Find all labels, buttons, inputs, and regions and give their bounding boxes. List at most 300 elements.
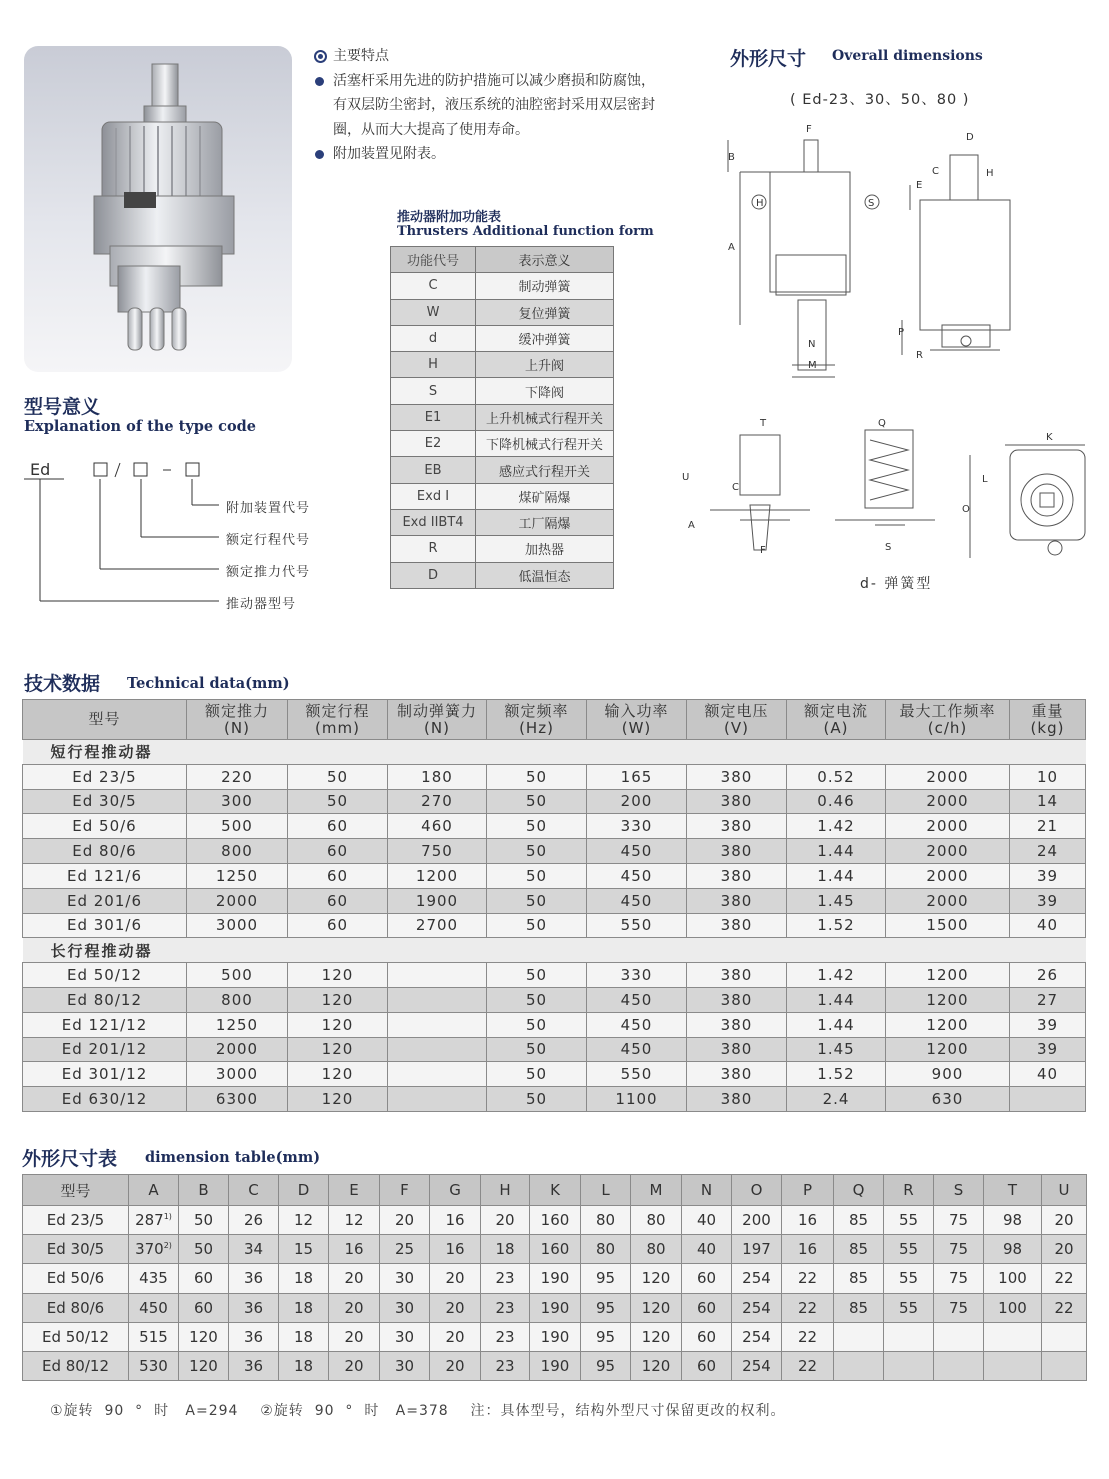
dim-table-cell bbox=[631, 1293, 682, 1322]
tech-table-cell: 380 bbox=[687, 863, 787, 888]
func-table-cell: 低温恒态 bbox=[476, 562, 614, 588]
tech-table-cell: Ed 121/12 bbox=[23, 1012, 187, 1037]
dim-table-cell bbox=[530, 1206, 581, 1235]
dim-table-cell bbox=[430, 1264, 481, 1293]
dim-table-cell bbox=[329, 1264, 380, 1293]
dim-cell-value: 80 bbox=[646, 1211, 666, 1230]
dim-table-cell bbox=[129, 1351, 179, 1380]
dim-cell-value: 18 bbox=[293, 1357, 314, 1376]
dim-cell-value: 80 bbox=[646, 1240, 666, 1259]
dim-cell-value: Ed 50/12 bbox=[42, 1327, 109, 1346]
dim-table-cell bbox=[329, 1206, 380, 1235]
func-header-cell: 表示意义 bbox=[476, 247, 614, 273]
dim-table-cell bbox=[129, 1235, 179, 1264]
tech-table-cell: 380 bbox=[687, 814, 787, 839]
tech-header-label: 额定电压 bbox=[704, 701, 769, 720]
dim-cell-value: 18 bbox=[293, 1269, 314, 1288]
tech-table-cell: 50 bbox=[487, 963, 587, 988]
tech-table-cell bbox=[388, 987, 487, 1012]
dim-header-cell: B bbox=[179, 1175, 229, 1206]
tech-table-cell: 1.52 bbox=[787, 913, 886, 938]
tech-table-row bbox=[23, 963, 1086, 988]
dim-cell-value: 254 bbox=[742, 1327, 771, 1346]
features-list bbox=[313, 44, 713, 167]
dim-cell-value: 20 bbox=[445, 1298, 465, 1317]
tech-header-label: 型号 bbox=[88, 710, 121, 728]
additional-function-table bbox=[390, 246, 614, 589]
dim-cell-value: 36 bbox=[243, 1269, 264, 1288]
tech-table-cell: 10 bbox=[1010, 764, 1086, 789]
tech-table-cell: 450 bbox=[587, 1012, 687, 1037]
dimension-letter: H bbox=[986, 168, 994, 179]
tech-table-row bbox=[23, 913, 1086, 938]
tech-table-cell: Ed 80/6 bbox=[23, 839, 187, 864]
dim-table-cell bbox=[23, 1351, 129, 1380]
dim-table-cell bbox=[782, 1293, 834, 1322]
dim-table-cell bbox=[279, 1322, 329, 1351]
dim-cell-value: 20 bbox=[445, 1357, 465, 1376]
dim-header-cell: G bbox=[430, 1175, 481, 1206]
dim-table-cell bbox=[530, 1351, 581, 1380]
dim-table-cell bbox=[1042, 1235, 1087, 1264]
dim-cell-value: 26 bbox=[243, 1211, 264, 1230]
dim-header-cell: P bbox=[782, 1175, 834, 1206]
tech-table-cell: 1.42 bbox=[787, 814, 886, 839]
dim-cell-value: 287 bbox=[135, 1211, 164, 1230]
func-table-cell: 缓冲弹簧 bbox=[476, 325, 614, 351]
dim-cell-value: 120 bbox=[189, 1327, 218, 1346]
tech-table-cell: 2000 bbox=[886, 764, 1010, 789]
tech-table-cell: 180 bbox=[388, 764, 487, 789]
dim-cell-value: 20 bbox=[344, 1269, 364, 1288]
overall-dimensions-models: ( Ed-23、30、50、80 ) bbox=[790, 92, 970, 108]
tech-header-cell bbox=[388, 700, 487, 740]
tech-table-cell: 800 bbox=[187, 987, 288, 1012]
dim-table-cell bbox=[984, 1322, 1042, 1351]
dim-cell-value: 20 bbox=[1054, 1240, 1074, 1259]
product-photo bbox=[24, 46, 292, 372]
tech-table-cell: 2000 bbox=[886, 888, 1010, 913]
dim-table-cell bbox=[581, 1235, 631, 1264]
dimension-letter: F bbox=[806, 124, 812, 135]
dim-table-cell bbox=[581, 1351, 631, 1380]
dim-cell-value: 95 bbox=[595, 1269, 616, 1288]
dim-cell-value: 55 bbox=[898, 1298, 919, 1317]
tech-table-cell: 2000 bbox=[886, 863, 1010, 888]
dimension-letter: K bbox=[1046, 432, 1053, 443]
tech-table-cell: 50 bbox=[288, 764, 388, 789]
dim-header-cell: M bbox=[631, 1175, 682, 1206]
tech-table-row bbox=[23, 1087, 1086, 1112]
dim-header-cell: H bbox=[481, 1175, 530, 1206]
dim-cell-value: 80 bbox=[595, 1240, 616, 1259]
dim-cell-value: 36 bbox=[243, 1298, 264, 1317]
func-table-cell: E1 bbox=[391, 404, 476, 430]
tech-table-cell: 50 bbox=[487, 913, 587, 938]
dimension-letter: N bbox=[808, 339, 816, 350]
dim-cell-value: 60 bbox=[696, 1327, 717, 1346]
tech-header-cell bbox=[288, 700, 388, 740]
dim-table-cell bbox=[1042, 1293, 1087, 1322]
func-table-cell: C bbox=[391, 273, 476, 299]
dim-cell-value: 50 bbox=[193, 1211, 214, 1230]
func-table-cell: D bbox=[391, 562, 476, 588]
tech-table-cell: 1.44 bbox=[787, 1012, 886, 1037]
tech-table-cell: 120 bbox=[288, 1087, 388, 1112]
dim-table-cell bbox=[884, 1206, 934, 1235]
dim-table-cell bbox=[380, 1206, 430, 1235]
dim-table-cell bbox=[1042, 1264, 1087, 1293]
dim-cell-value: 20 bbox=[344, 1298, 364, 1317]
tech-group-label: 长行程推动器 bbox=[23, 938, 1086, 963]
tech-table-cell: 1250 bbox=[187, 863, 288, 888]
dim-table-cell bbox=[1042, 1322, 1087, 1351]
dim-cell-value: 98 bbox=[1002, 1211, 1023, 1230]
func-table-cell: S bbox=[391, 378, 476, 404]
dim-table-cell bbox=[732, 1351, 782, 1380]
dim-cell-value: 40 bbox=[696, 1211, 717, 1230]
dim-table-cell bbox=[732, 1235, 782, 1264]
tech-table-cell: 380 bbox=[687, 789, 787, 814]
dim-table-cell bbox=[481, 1293, 530, 1322]
dim-table-cell bbox=[129, 1206, 179, 1235]
dim-cell-value: 30 bbox=[394, 1357, 415, 1376]
func-table-row bbox=[391, 431, 614, 457]
type-code-label: 额定推力代号 bbox=[226, 565, 311, 580]
tech-table-cell: 2000 bbox=[886, 839, 1010, 864]
tech-table-cell: 800 bbox=[187, 839, 288, 864]
dim-table-cell bbox=[229, 1235, 279, 1264]
tech-header-cell bbox=[787, 700, 886, 740]
dim-table-row bbox=[23, 1235, 1087, 1264]
tech-table-cell: 0.52 bbox=[787, 764, 886, 789]
dim-header-cell: N bbox=[682, 1175, 732, 1206]
dim-cell-value: 80 bbox=[595, 1211, 616, 1230]
func-table-cell: 下降阀 bbox=[476, 378, 614, 404]
feature-item: 有双层防尘密封，液压系统的油腔密封采用双层密封 bbox=[333, 97, 655, 113]
tech-header-label: 重量 bbox=[1031, 701, 1064, 720]
tech-table-cell: 630 bbox=[886, 1087, 1010, 1112]
dim-cell-value: 120 bbox=[641, 1298, 671, 1317]
dim-table-cell bbox=[732, 1322, 782, 1351]
dimension-letter: C bbox=[932, 166, 939, 177]
dim-table-cell bbox=[430, 1322, 481, 1351]
dimension-letter: P bbox=[898, 327, 905, 338]
tech-header-unit: (A) bbox=[823, 718, 849, 737]
tech-table-row bbox=[23, 789, 1086, 814]
func-table-title-en: Thrusters Additional function form bbox=[397, 224, 654, 239]
tech-header-label: 额定电流 bbox=[803, 701, 868, 720]
dimension-letter: S bbox=[885, 542, 892, 553]
tech-header-label: 制动弹簧力 bbox=[396, 701, 477, 720]
func-table-cell: 感应式行程开关 bbox=[476, 457, 614, 483]
footnote-mark: 1) bbox=[163, 1212, 172, 1222]
dim-table-cell bbox=[934, 1293, 984, 1322]
tech-table-cell: 3000 bbox=[187, 913, 288, 938]
dim-cell-value: 20 bbox=[445, 1327, 465, 1346]
dim-cell-value: 190 bbox=[540, 1327, 570, 1346]
tech-table-row bbox=[23, 863, 1086, 888]
dim-table-cell bbox=[1042, 1351, 1087, 1380]
dim-table-cell bbox=[129, 1322, 179, 1351]
tech-table-cell: 1.42 bbox=[787, 963, 886, 988]
dim-cell-value: 22 bbox=[797, 1357, 818, 1376]
dim-table-cell bbox=[732, 1206, 782, 1235]
dim-table-cell bbox=[884, 1264, 934, 1293]
dim-table-row bbox=[23, 1351, 1087, 1380]
dim-table-cell bbox=[782, 1264, 834, 1293]
dim-table-cell bbox=[530, 1322, 581, 1351]
tech-table-cell: 380 bbox=[687, 1087, 787, 1112]
tech-header-unit: (N) bbox=[224, 718, 250, 737]
dim-table-cell bbox=[984, 1264, 1042, 1293]
tech-table-cell bbox=[388, 1062, 487, 1087]
tech-table-cell: 380 bbox=[687, 963, 787, 988]
tech-table-cell: Ed 50/6 bbox=[23, 814, 187, 839]
dim-cell-value: 95 bbox=[595, 1327, 616, 1346]
dimension-table bbox=[22, 1174, 1087, 1381]
tech-table-row bbox=[23, 814, 1086, 839]
tech-table-cell: 39 bbox=[1010, 1037, 1086, 1062]
tech-table-cell: 550 bbox=[587, 913, 687, 938]
tech-table-cell: 500 bbox=[187, 814, 288, 839]
dim-table-cell bbox=[430, 1293, 481, 1322]
dim-cell-value: 22 bbox=[1054, 1298, 1074, 1317]
tech-table-cell: 1.45 bbox=[787, 1037, 886, 1062]
tech-table-cell: 2000 bbox=[187, 1037, 288, 1062]
type-code-prefix: Ed bbox=[30, 460, 51, 479]
dim-cell-value: 160 bbox=[540, 1211, 570, 1230]
dim-cell-value: 254 bbox=[742, 1269, 771, 1288]
tech-table-cell: 50 bbox=[487, 1012, 587, 1037]
dim-cell-value: Ed 50/6 bbox=[46, 1269, 105, 1288]
dim-cell-value: 16 bbox=[344, 1240, 364, 1259]
dim-table-cell bbox=[631, 1322, 682, 1351]
tech-table-row bbox=[23, 1062, 1086, 1087]
tech-header-cell bbox=[687, 700, 787, 740]
dim-table-cell bbox=[934, 1351, 984, 1380]
tech-table-cell: 450 bbox=[587, 888, 687, 913]
dim-table-cell bbox=[179, 1293, 229, 1322]
dim-cell-value: 190 bbox=[540, 1298, 570, 1317]
tech-table-cell: 60 bbox=[288, 913, 388, 938]
dimension-letter: D bbox=[966, 132, 974, 143]
dim-cell-value: 95 bbox=[595, 1357, 616, 1376]
tech-table-cell: 330 bbox=[587, 814, 687, 839]
tech-header-cell bbox=[1010, 700, 1086, 740]
tech-header-unit: (V) bbox=[724, 718, 749, 737]
func-table-row bbox=[391, 562, 614, 588]
dim-table-cell bbox=[782, 1351, 834, 1380]
func-table-cell: 下降机械式行程开关 bbox=[476, 431, 614, 457]
dim-table-cell bbox=[23, 1235, 129, 1264]
func-table-cell: Exd IIBT4 bbox=[391, 509, 476, 535]
dim-table-cell bbox=[581, 1322, 631, 1351]
tech-table-cell: 39 bbox=[1010, 888, 1086, 913]
tech-table-cell: 1200 bbox=[886, 963, 1010, 988]
tech-table-cell: 380 bbox=[687, 888, 787, 913]
tech-header-unit: (c/h) bbox=[927, 718, 968, 737]
dim-cell-value: 20 bbox=[1054, 1211, 1074, 1230]
tech-table-cell: 165 bbox=[587, 764, 687, 789]
dim-table-cell bbox=[682, 1264, 732, 1293]
dim-table-cell bbox=[481, 1235, 530, 1264]
tech-table-row bbox=[23, 888, 1086, 913]
dim-table-cell bbox=[934, 1264, 984, 1293]
dim-header-cell: T bbox=[984, 1175, 1042, 1206]
tech-header-cell bbox=[487, 700, 587, 740]
tech-table-cell: 270 bbox=[388, 789, 487, 814]
tech-header-unit: (Hz) bbox=[519, 718, 554, 737]
dim-table-cell bbox=[782, 1235, 834, 1264]
dim-table-cell bbox=[732, 1264, 782, 1293]
tech-table-cell: 50 bbox=[487, 1087, 587, 1112]
tech-data-title: 技术数据 bbox=[24, 673, 101, 695]
tech-table-cell: 200 bbox=[587, 789, 687, 814]
overall-dimensions-title-en: Overall dimensions bbox=[832, 48, 983, 64]
footnote-mark: 2) bbox=[163, 1241, 172, 1251]
tech-table-cell: Ed 201/12 bbox=[23, 1037, 187, 1062]
tech-table-cell: 550 bbox=[587, 1062, 687, 1087]
dim-cell-value: Ed 80/12 bbox=[42, 1357, 109, 1376]
tech-table-cell: Ed 121/6 bbox=[23, 863, 187, 888]
dim-table-row bbox=[23, 1264, 1087, 1293]
dim-table-row bbox=[23, 1293, 1087, 1322]
tech-table-cell: 26 bbox=[1010, 963, 1086, 988]
func-table-cell: 煤矿隔爆 bbox=[476, 483, 614, 509]
dim-table-cell bbox=[481, 1322, 530, 1351]
tech-table-cell: 50 bbox=[487, 1037, 587, 1062]
dim-table-cell bbox=[934, 1206, 984, 1235]
tech-table-cell: 220 bbox=[187, 764, 288, 789]
tech-table-cell: 460 bbox=[388, 814, 487, 839]
tech-table-cell: 450 bbox=[587, 839, 687, 864]
tech-table-cell: 60 bbox=[288, 814, 388, 839]
tech-table-cell: 120 bbox=[288, 1062, 388, 1087]
dim-table-cell bbox=[581, 1264, 631, 1293]
dim-table-cell bbox=[834, 1235, 884, 1264]
tech-table-cell: 39 bbox=[1010, 1012, 1086, 1037]
tech-table-row bbox=[23, 1012, 1086, 1037]
tech-header-label: 最大工作频率 bbox=[899, 701, 996, 720]
dim-table-cell bbox=[380, 1235, 430, 1264]
dim-table-cell bbox=[884, 1322, 934, 1351]
dimension-letter: U bbox=[682, 472, 690, 483]
dim-cell-value: 100 bbox=[998, 1298, 1027, 1317]
tech-table-cell: 27 bbox=[1010, 987, 1086, 1012]
dim-cell-value: 40 bbox=[696, 1240, 717, 1259]
dim-table-cell bbox=[682, 1206, 732, 1235]
dim-cell-value: 22 bbox=[797, 1269, 818, 1288]
dim-header-cell: E bbox=[329, 1175, 380, 1206]
func-table-row bbox=[391, 325, 614, 351]
dim-cell-value: 20 bbox=[344, 1327, 364, 1346]
dim-table-cell bbox=[23, 1293, 129, 1322]
tech-header-unit: (W) bbox=[621, 718, 652, 737]
dim-cell-value: 75 bbox=[948, 1240, 969, 1259]
dim-cell-value: 20 bbox=[495, 1211, 515, 1230]
tech-table-cell: 1.44 bbox=[787, 839, 886, 864]
dim-header-row bbox=[23, 1175, 1087, 1206]
tech-table-cell: 120 bbox=[288, 987, 388, 1012]
tech-table-cell: 2000 bbox=[886, 789, 1010, 814]
tech-table-cell: 50 bbox=[487, 1062, 587, 1087]
dim-table-cell bbox=[279, 1264, 329, 1293]
dim-cell-value: 18 bbox=[293, 1298, 314, 1317]
tech-table-cell: 1.44 bbox=[787, 987, 886, 1012]
func-table-row bbox=[391, 352, 614, 378]
dimension-letter: A bbox=[688, 520, 695, 531]
dim-table-cell bbox=[1042, 1206, 1087, 1235]
dim-table-cell bbox=[732, 1293, 782, 1322]
dim-cell-value: 530 bbox=[139, 1357, 168, 1376]
dim-table-cell bbox=[380, 1293, 430, 1322]
func-table-cell: 加热器 bbox=[476, 536, 614, 562]
tech-table-cell: 39 bbox=[1010, 863, 1086, 888]
func-table-cell: E2 bbox=[391, 431, 476, 457]
tech-table-cell: 6300 bbox=[187, 1087, 288, 1112]
dim-table-row bbox=[23, 1206, 1087, 1235]
dimension-letter: M bbox=[808, 360, 817, 371]
dim-table-cell bbox=[329, 1351, 380, 1380]
dim-table-cell bbox=[430, 1206, 481, 1235]
dim-table-cell bbox=[380, 1351, 430, 1380]
dim-cell-value: 254 bbox=[742, 1357, 771, 1376]
tech-table-cell: 50 bbox=[487, 839, 587, 864]
dim-table-cell bbox=[380, 1264, 430, 1293]
dim-cell-value: 15 bbox=[293, 1240, 314, 1259]
dim-header-cell: A bbox=[129, 1175, 179, 1206]
dim-cell-value: 515 bbox=[139, 1327, 168, 1346]
tech-table-cell: 60 bbox=[288, 888, 388, 913]
dim-table-cell bbox=[984, 1206, 1042, 1235]
tech-header-row bbox=[23, 700, 1086, 740]
tech-table-cell: 21 bbox=[1010, 814, 1086, 839]
dim-cell-value: 120 bbox=[641, 1269, 671, 1288]
func-table-cell: Exd I bbox=[391, 483, 476, 509]
tech-table-cell: 50 bbox=[288, 789, 388, 814]
dimension-letter: E bbox=[916, 180, 923, 191]
tech-table-cell: 380 bbox=[687, 987, 787, 1012]
dim-cell-value: 100 bbox=[998, 1269, 1027, 1288]
dim-table-cell bbox=[834, 1322, 884, 1351]
tech-table-cell: 1.45 bbox=[787, 888, 886, 913]
tech-table-cell: 1500 bbox=[886, 913, 1010, 938]
dim-cell-value: 23 bbox=[495, 1327, 515, 1346]
tech-header-cell bbox=[587, 700, 687, 740]
dim-cell-value: 75 bbox=[948, 1269, 969, 1288]
tech-table-cell: 50 bbox=[487, 888, 587, 913]
dim-header-cell: R bbox=[884, 1175, 934, 1206]
dim-cell-value: 60 bbox=[193, 1298, 214, 1317]
func-table-row bbox=[391, 457, 614, 483]
dim-cell-value: 200 bbox=[742, 1211, 771, 1230]
tech-table-cell: 1100 bbox=[587, 1087, 687, 1112]
dim-header-cell: 型号 bbox=[23, 1175, 129, 1206]
dim-table-cell bbox=[430, 1235, 481, 1264]
dim-table-cell bbox=[631, 1235, 682, 1264]
dim-cell-value: 18 bbox=[293, 1327, 314, 1346]
func-table-cell: 上升阀 bbox=[476, 352, 614, 378]
feature-item: 附加装置见附表。 bbox=[313, 142, 713, 167]
tech-table-cell: 60 bbox=[288, 839, 388, 864]
dim-table-cell bbox=[581, 1206, 631, 1235]
dimension-letter: A bbox=[728, 242, 735, 253]
tech-table-cell: 380 bbox=[687, 1037, 787, 1062]
dim-table-cell bbox=[984, 1351, 1042, 1380]
tech-table-cell: Ed 23/5 bbox=[23, 764, 187, 789]
tech-table-cell: 750 bbox=[388, 839, 487, 864]
